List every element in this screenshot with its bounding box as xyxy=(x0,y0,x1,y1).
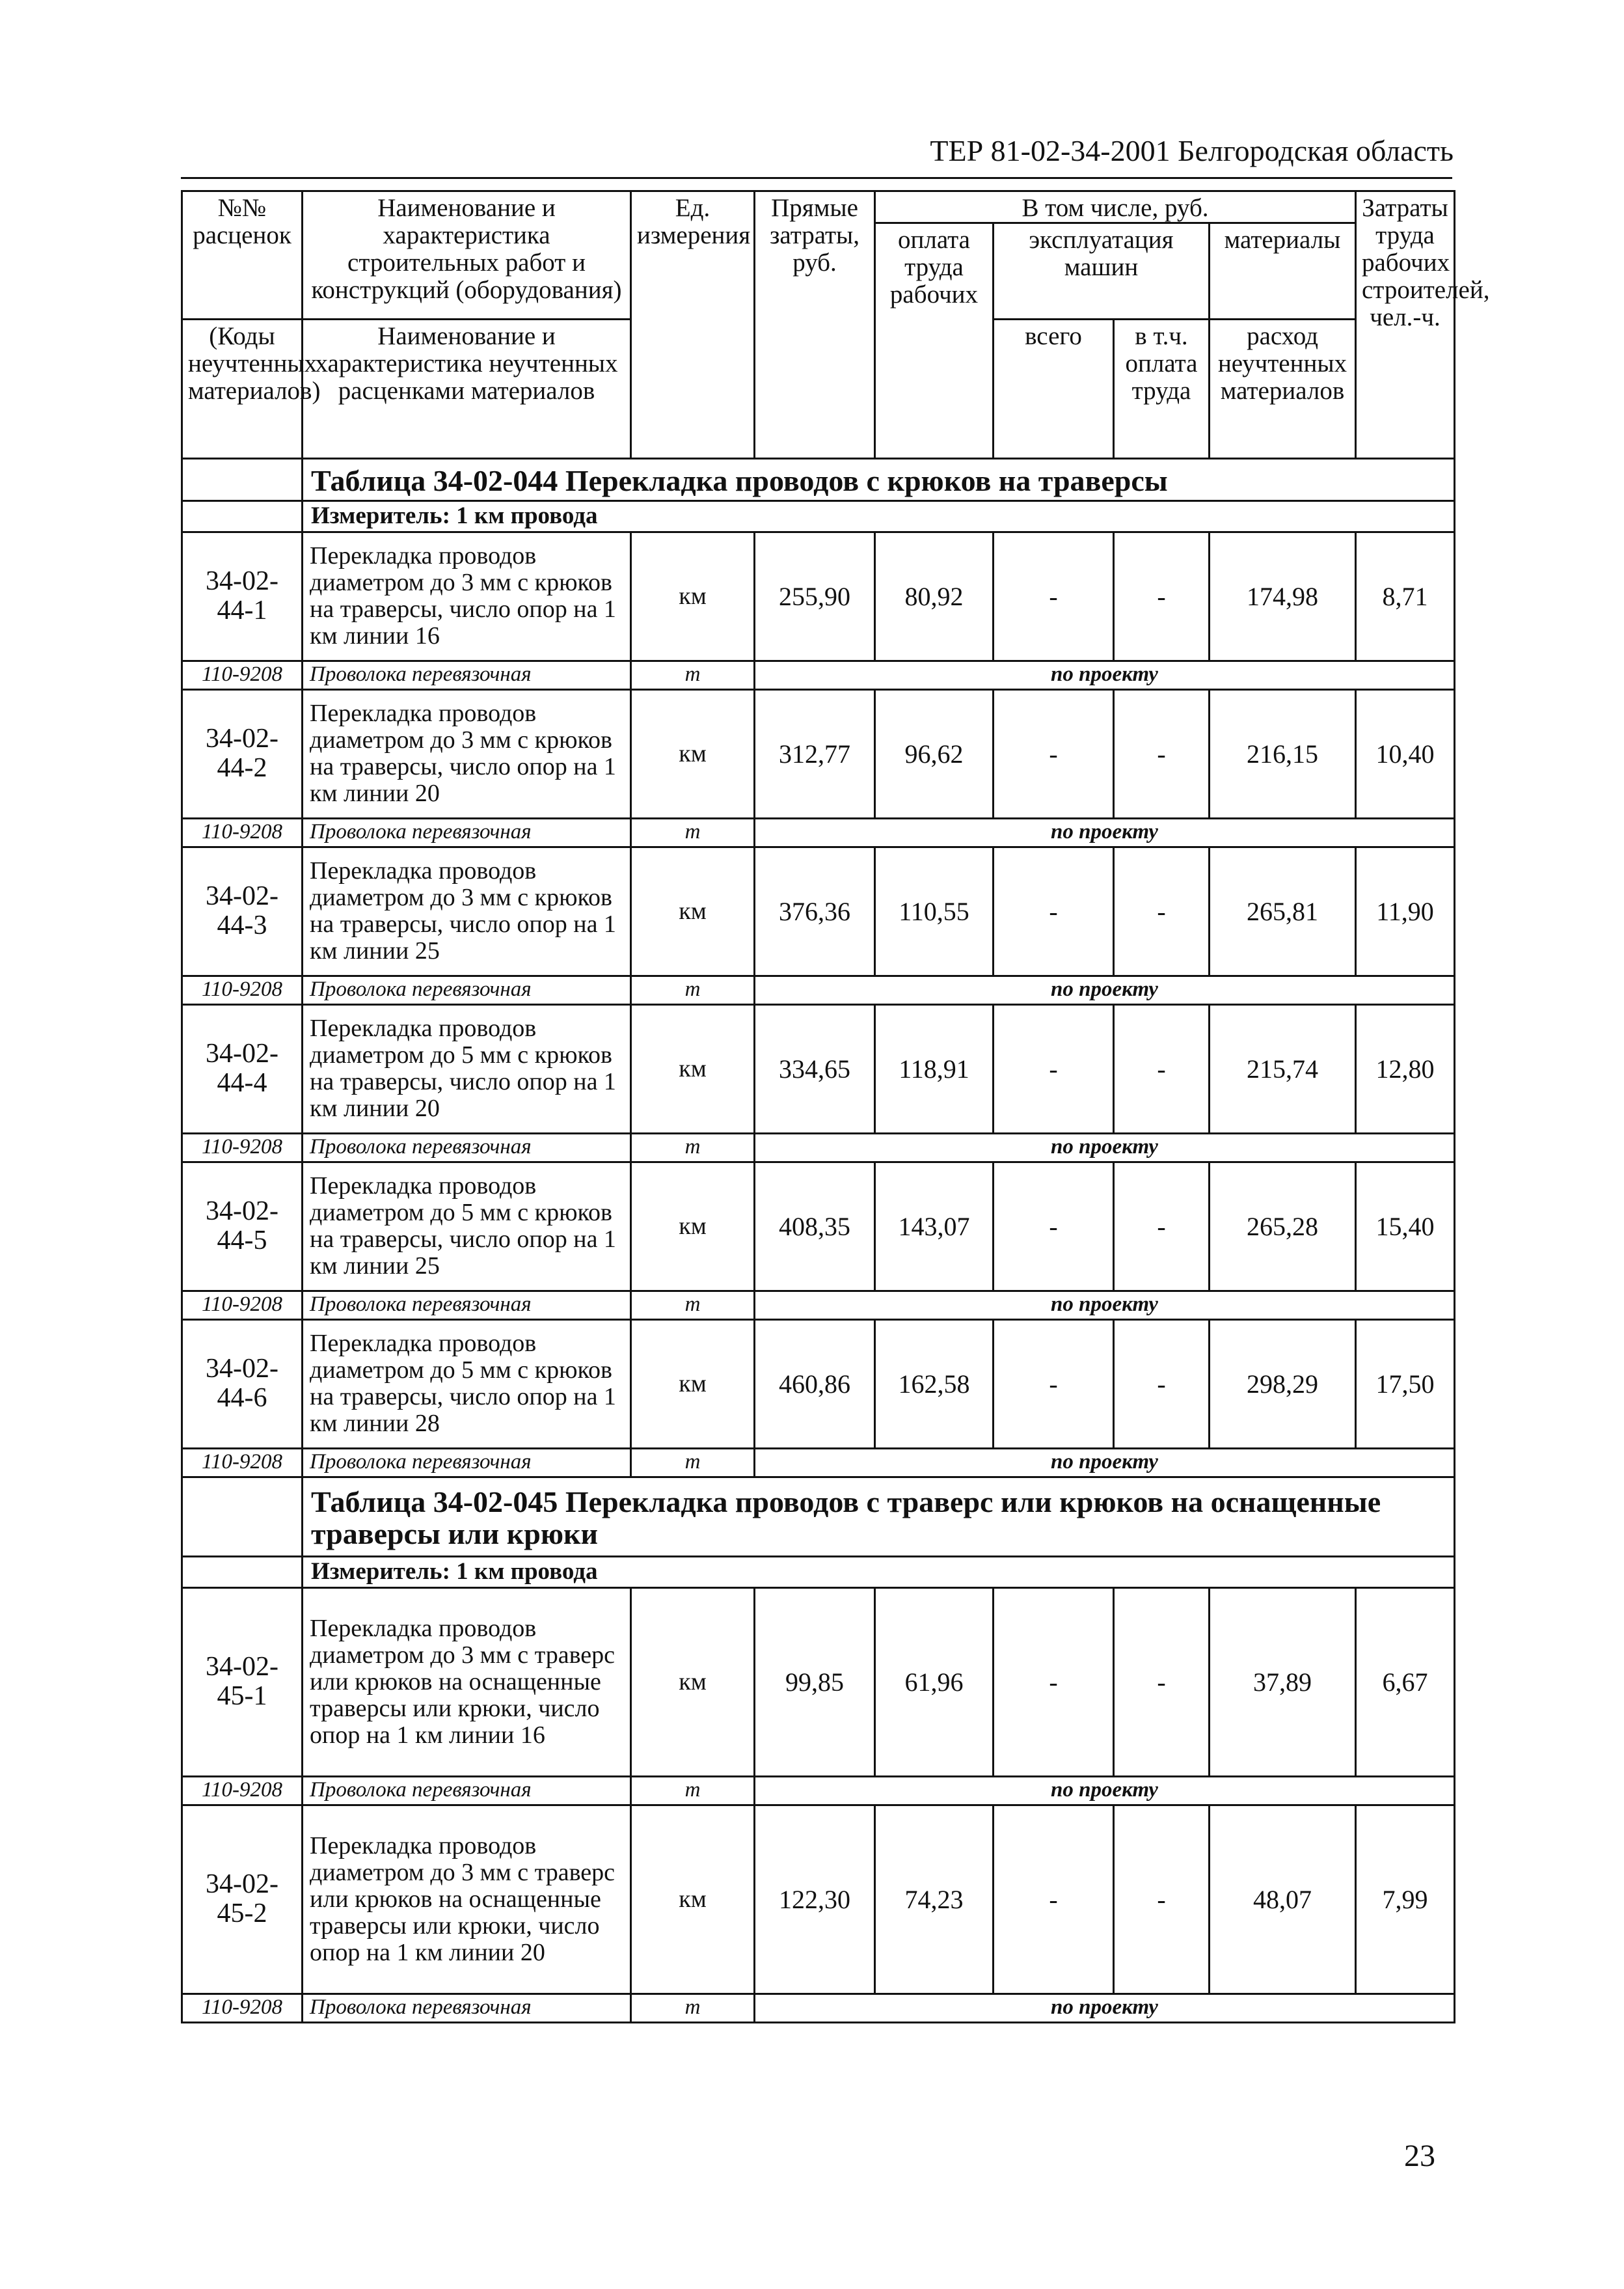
rate-labor: 8,71 xyxy=(1356,532,1455,661)
rate-direct-costs: 312,77 xyxy=(755,689,875,818)
rate-description: Перекладка проводов диаметром до 3 мм с крюков на траверсы, число опор на 1 км линии 25 xyxy=(303,847,631,976)
col-header-code: №№ расценок xyxy=(182,191,303,320)
page-number: 23 xyxy=(1404,2139,1435,2173)
material-name: Проволока перевязочная xyxy=(303,1994,631,2022)
rate-wages: 118,91 xyxy=(875,1004,994,1133)
rate-row xyxy=(182,1004,1455,1133)
rate-labor: 17,50 xyxy=(1356,1319,1455,1448)
rate-labor: 12,80 xyxy=(1356,1004,1455,1133)
rate-row xyxy=(182,1319,1455,1448)
rate-labor: 6,67 xyxy=(1356,1587,1455,1776)
rates-table xyxy=(181,190,1490,2023)
col-header-labor: Затраты труда рабочих строителей, чел.-ч. xyxy=(1356,191,1455,459)
rate-description: Перекладка проводов диаметром до 5 мм с крюков на траверсы, число опор на 1 км линии 28 xyxy=(303,1319,631,1448)
rate-code: 34-02-45-1 xyxy=(182,1587,303,1776)
col-header-name: Наименование и характеристика строительных работ и конструкций (оборудования) xyxy=(303,191,631,320)
rate-machines-wages: - xyxy=(1114,847,1210,976)
rate-code: 34-02-44-5 xyxy=(182,1162,303,1291)
rate-row xyxy=(182,689,1455,818)
col-header-wages: оплата труда рабочих xyxy=(875,223,994,459)
material-code: 110-9208 xyxy=(182,1994,303,2022)
rate-machines-wages: - xyxy=(1114,1004,1210,1133)
material-note: по проекту xyxy=(755,1291,1455,1319)
rate-machines-total: - xyxy=(994,689,1114,818)
table-title: Таблица 34-02-045 Перекладка проводов с траверс или крюков на оснащенные траверсы или крюки xyxy=(303,1477,1455,1556)
rate-code: 34-02-44-2 xyxy=(182,689,303,818)
rate-code: 34-02-45-2 xyxy=(182,1805,303,1994)
rate-materials: 216,15 xyxy=(1210,689,1356,818)
table-title-row xyxy=(182,1477,1455,1556)
material-unit: т xyxy=(631,661,755,689)
table-meter: Измеритель: 1 км провода xyxy=(303,500,1455,532)
rate-code: 34-02-44-1 xyxy=(182,532,303,661)
rate-description: Перекладка проводов диаметром до 3 мм с траверс или крюков на оснащенные траверсы или крюки, число опор на 1 км линии 20 xyxy=(303,1805,631,1994)
rate-direct-costs: 408,35 xyxy=(755,1162,875,1291)
rate-materials: 265,28 xyxy=(1210,1162,1356,1291)
rate-description: Перекладка проводов диаметром до 3 мм с крюков на траверсы, число опор на 1 км линии 16 xyxy=(303,532,631,661)
material-row xyxy=(182,1133,1455,1162)
rate-code: 34-02-44-6 xyxy=(182,1319,303,1448)
rate-direct-costs: 99,85 xyxy=(755,1587,875,1776)
rate-direct-costs: 376,36 xyxy=(755,847,875,976)
rate-labor: 11,90 xyxy=(1356,847,1455,976)
rate-machines-wages: - xyxy=(1114,1805,1210,1994)
material-code: 110-9208 xyxy=(182,976,303,1004)
material-row xyxy=(182,661,1455,689)
material-name: Проволока перевязочная xyxy=(303,976,631,1004)
material-name: Проволока перевязочная xyxy=(303,1448,631,1477)
title-spacer xyxy=(182,459,303,501)
material-unit: т xyxy=(631,1133,755,1162)
col-header-machines: эксплуатация машин xyxy=(994,223,1210,320)
rate-labor: 7,99 xyxy=(1356,1805,1455,1994)
rates-table-body xyxy=(182,191,1490,2023)
rate-description: Перекладка проводов диаметром до 3 мм с траверс или крюков на оснащенные траверсы или крюки, число опор на 1 км линии 16 xyxy=(303,1587,631,1776)
rate-unit: км xyxy=(631,1004,755,1133)
material-name: Проволока перевязочная xyxy=(303,1133,631,1162)
rate-wages: 143,07 xyxy=(875,1162,994,1291)
col-header-machines-wages: в т.ч. оплата труда xyxy=(1114,320,1210,459)
rate-machines-total: - xyxy=(994,1587,1114,1776)
col-header-machines-total: всего xyxy=(994,320,1114,459)
col-header-direct: Прямые затраты, руб. xyxy=(755,191,875,459)
material-code: 110-9208 xyxy=(182,1291,303,1319)
rate-code: 34-02-44-4 xyxy=(182,1004,303,1133)
rate-materials: 265,81 xyxy=(1210,847,1356,976)
material-note: по проекту xyxy=(755,1776,1455,1805)
rate-direct-costs: 334,65 xyxy=(755,1004,875,1133)
rate-direct-costs: 122,30 xyxy=(755,1805,875,1994)
material-name: Проволока перевязочная xyxy=(303,818,631,847)
rate-labor: 15,40 xyxy=(1356,1162,1455,1291)
rate-description: Перекладка проводов диаметром до 5 мм с крюков на траверсы, число опор на 1 км линии 25 xyxy=(303,1162,631,1291)
rate-machines-wages: - xyxy=(1114,532,1210,661)
material-unit: т xyxy=(631,1776,755,1805)
meter-spacer xyxy=(182,500,303,532)
rate-machines-wages: - xyxy=(1114,1162,1210,1291)
rate-wages: 80,92 xyxy=(875,532,994,661)
page-header: ТЕР 81-02-34-2001 Белгородская область xyxy=(930,134,1454,167)
rate-row xyxy=(182,1805,1455,1994)
rate-row xyxy=(182,1587,1455,1776)
material-row xyxy=(182,976,1455,1004)
material-code: 110-9208 xyxy=(182,661,303,689)
material-note: по проекту xyxy=(755,1448,1455,1477)
rate-machines-total: - xyxy=(994,532,1114,661)
rate-unit: км xyxy=(631,847,755,976)
header-rule xyxy=(181,177,1452,179)
rate-unit: км xyxy=(631,1805,755,1994)
col-header-name-sub: Наименование и характеристика неучтенных расценками материалов xyxy=(303,320,631,459)
rate-machines-total: - xyxy=(994,847,1114,976)
table-meter: Измеритель: 1 км провода xyxy=(303,1556,1455,1587)
rate-direct-costs: 460,86 xyxy=(755,1319,875,1448)
title-spacer xyxy=(182,1477,303,1556)
material-code: 110-9208 xyxy=(182,1776,303,1805)
material-code: 110-9208 xyxy=(182,1448,303,1477)
rate-row xyxy=(182,532,1455,661)
rate-machines-total: - xyxy=(994,1004,1114,1133)
material-row xyxy=(182,1448,1455,1477)
material-note: по проекту xyxy=(755,976,1455,1004)
table-title-row xyxy=(182,459,1455,501)
material-unit: т xyxy=(631,1448,755,1477)
table-meter-row xyxy=(182,500,1455,532)
material-unit: т xyxy=(631,1994,755,2022)
rate-unit: км xyxy=(631,532,755,661)
material-note: по проекту xyxy=(755,1133,1455,1162)
rate-wages: 162,58 xyxy=(875,1319,994,1448)
material-row xyxy=(182,1291,1455,1319)
rate-materials: 174,98 xyxy=(1210,532,1356,661)
rate-wages: 96,62 xyxy=(875,689,994,818)
material-note: по проекту xyxy=(755,661,1455,689)
col-header-materials-sub: расход неучтенных материалов xyxy=(1210,320,1356,459)
material-note: по проекту xyxy=(755,1994,1455,2022)
rate-materials: 37,89 xyxy=(1210,1587,1356,1776)
material-row xyxy=(182,1994,1455,2022)
material-unit: т xyxy=(631,1291,755,1319)
rate-unit: км xyxy=(631,1162,755,1291)
material-row xyxy=(182,818,1455,847)
rate-description: Перекладка проводов диаметром до 5 мм с крюков на траверсы, число опор на 1 км линии 20 xyxy=(303,1004,631,1133)
rate-code: 34-02-44-3 xyxy=(182,847,303,976)
rate-machines-total: - xyxy=(994,1162,1114,1291)
col-header-incl: В том числе, руб. xyxy=(875,191,1356,223)
rate-machines-total: - xyxy=(994,1805,1114,1994)
rate-machines-wages: - xyxy=(1114,689,1210,818)
rate-unit: км xyxy=(631,1319,755,1448)
col-header-code-sub: (Коды неучтенных материалов) xyxy=(182,320,303,459)
rate-wages: 74,23 xyxy=(875,1805,994,1994)
col-header-materials: материалы xyxy=(1210,223,1356,320)
material-code: 110-9208 xyxy=(182,1133,303,1162)
material-name: Проволока перевязочная xyxy=(303,1776,631,1805)
rate-machines-wages: - xyxy=(1114,1587,1210,1776)
rate-description: Перекладка проводов диаметром до 3 мм с крюков на траверсы, число опор на 1 км линии 20 xyxy=(303,689,631,818)
rate-row xyxy=(182,1162,1455,1291)
material-code: 110-9208 xyxy=(182,818,303,847)
col-header-unit: Ед. измерения xyxy=(631,191,755,459)
rate-direct-costs: 255,90 xyxy=(755,532,875,661)
rate-materials: 215,74 xyxy=(1210,1004,1356,1133)
meter-spacer xyxy=(182,1556,303,1587)
rate-wages: 110,55 xyxy=(875,847,994,976)
rate-machines-wages: - xyxy=(1114,1319,1210,1448)
material-note: по проекту xyxy=(755,818,1455,847)
rate-wages: 61,96 xyxy=(875,1587,994,1776)
rate-unit: км xyxy=(631,1587,755,1776)
material-name: Проволока перевязочная xyxy=(303,661,631,689)
material-name: Проволока перевязочная xyxy=(303,1291,631,1319)
material-row xyxy=(182,1776,1455,1805)
table-title: Таблица 34-02-044 Перекладка проводов с крюков на траверсы xyxy=(303,459,1455,501)
rate-materials: 48,07 xyxy=(1210,1805,1356,1994)
rate-machines-total: - xyxy=(994,1319,1114,1448)
material-unit: т xyxy=(631,818,755,847)
table-meter-row xyxy=(182,1556,1455,1587)
rate-unit: км xyxy=(631,689,755,818)
rate-labor: 10,40 xyxy=(1356,689,1455,818)
material-unit: т xyxy=(631,976,755,1004)
rate-materials: 298,29 xyxy=(1210,1319,1356,1448)
rate-row xyxy=(182,847,1455,976)
